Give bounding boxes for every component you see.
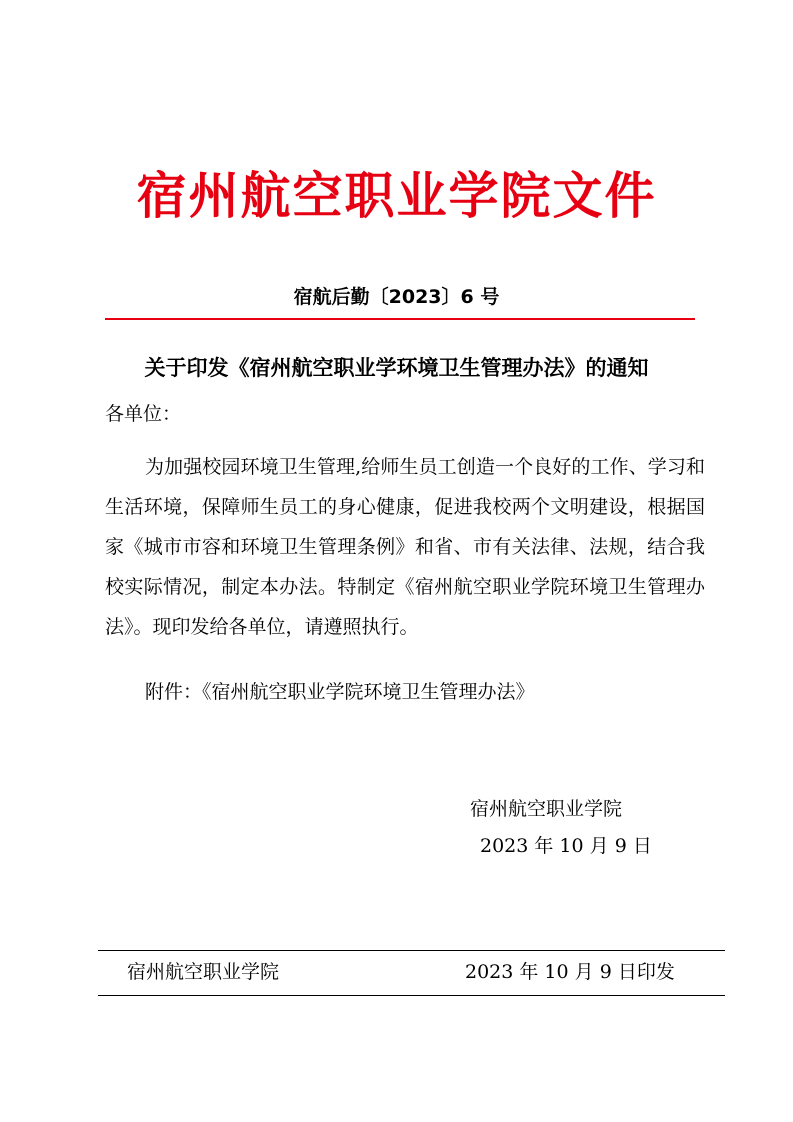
notice-title: 关于印发《宿州航空职业学环境卫生管理办法》的通知: [144, 356, 649, 380]
notice-body: 为加强校园环境卫生管理,给师生员工创造一个良好的工作、学习和生活环境，保障师生员工的身心健康，促进我校两个文明建设，根据国家《城市市容和环境卫生管理条例》和省、市有关法律、法规，结合我校实际情况，制定本办法。特制定《宿州航空职业学院环境卫生管理办法》。现印发给各单位，请遵照执行。: [105, 456, 705, 638]
signature-issuer: 宿州航空职业学院: [470, 798, 623, 820]
footer-issuer: 宿州航空职业学院: [127, 961, 280, 983]
footer-print-date: 2023 年 10 月 9 日印发: [465, 961, 675, 983]
document-number: 宿航后勤〔2023〕6 号: [293, 286, 500, 308]
red-divider: [105, 318, 695, 320]
signature-date: 2023 年 10 月 9 日: [480, 835, 652, 857]
footer-top-divider: [98, 950, 725, 951]
addressee: 各单位：: [105, 403, 182, 425]
attachment-line: 附件：《宿州航空职业学院环境卫生管理办法》: [145, 681, 535, 703]
footer-bottom-divider: [98, 995, 725, 996]
document-header-title: 宿州航空职业学院文件: [136, 167, 657, 225]
